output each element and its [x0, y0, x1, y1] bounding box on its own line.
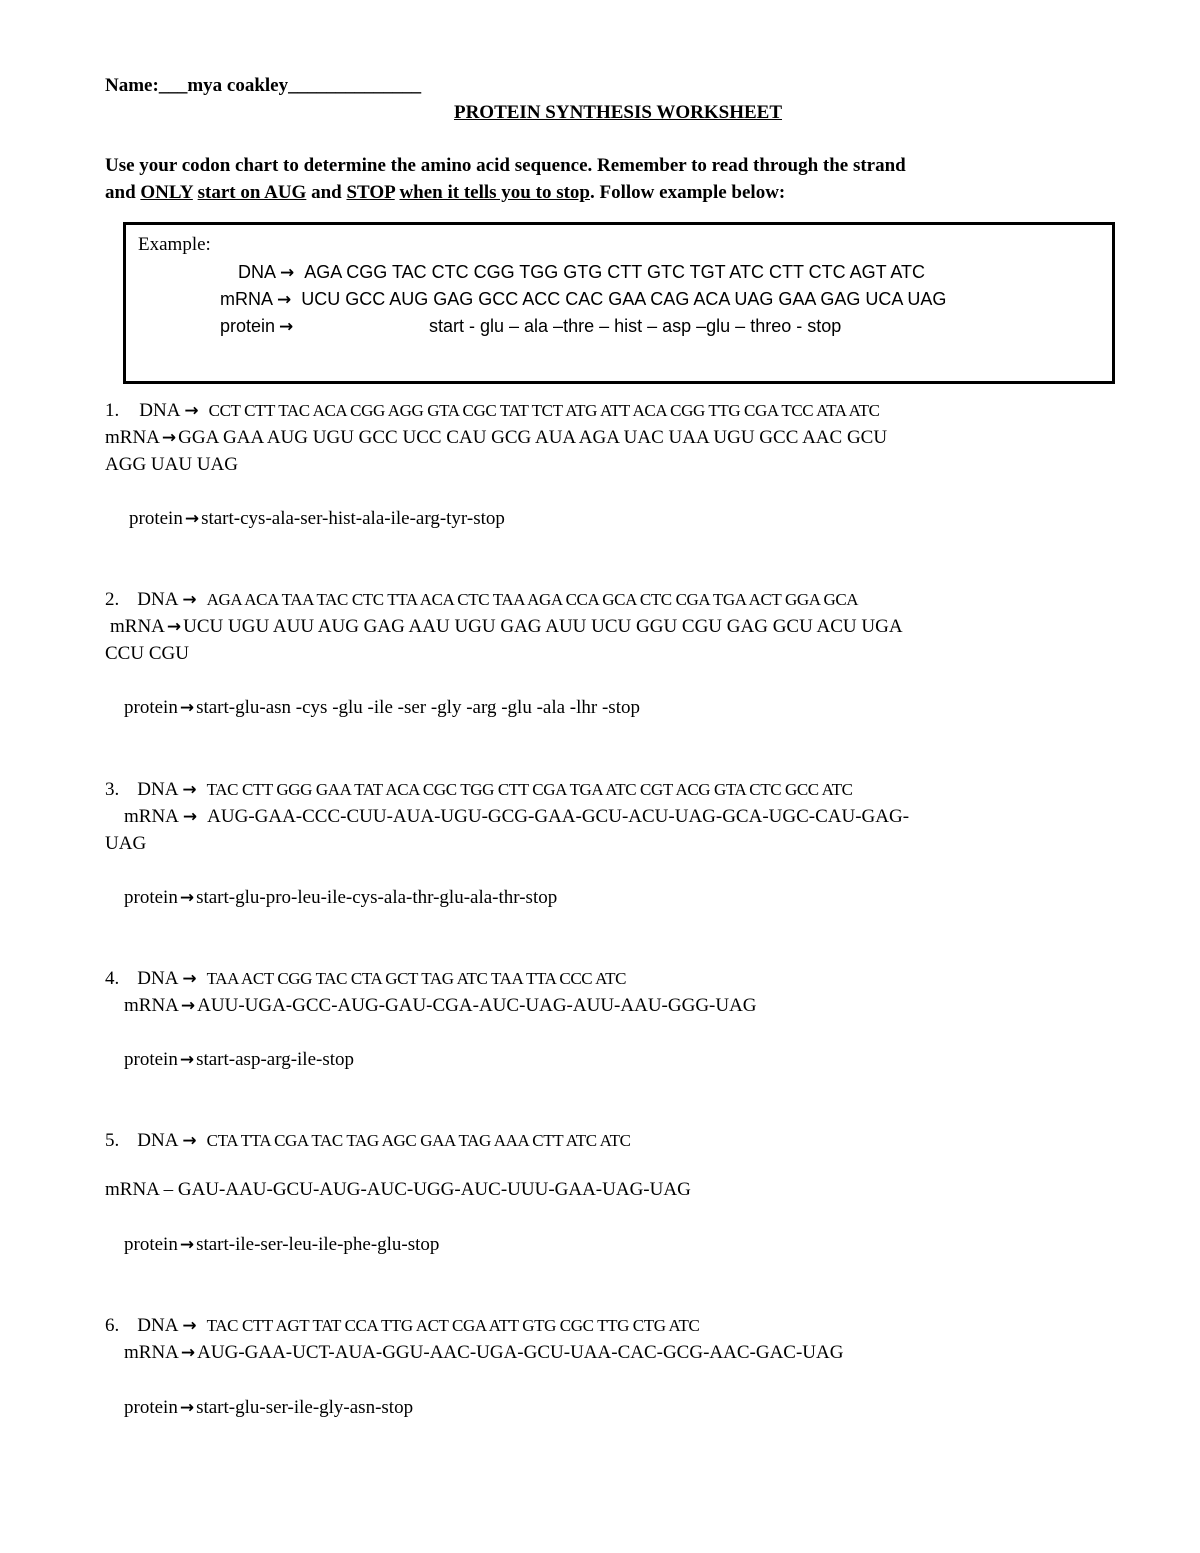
right-arrow-icon: →	[280, 263, 295, 283]
dna-sequence: CTA TTA CGA TAC TAG AGC GAA TAG AAA CTT ATC ATC	[206, 1131, 631, 1150]
page-title: PROTEIN SYNTHESIS WORKSHEET	[453, 102, 783, 123]
instr-and: and	[105, 182, 141, 203]
dna-label: DNA	[137, 589, 179, 610]
name-value: ___mya coakley______________	[158, 75, 422, 96]
protein-label: protein	[124, 1397, 178, 1418]
instructions-line-1: Use your codon chart to determine the amino acid sequence. Remember to read through the strand	[105, 155, 906, 176]
instr-tail: . Follow example below:	[590, 182, 786, 203]
example-protein-row	[220, 316, 297, 337]
protein-label: protein	[124, 1049, 178, 1070]
dna-label: DNA	[137, 779, 179, 800]
right-arrow-icon: →	[277, 290, 292, 310]
right-arrow-icon: →	[184, 401, 199, 421]
right-arrow-icon: →	[279, 317, 294, 337]
dna-sequence: AGA ACA TAA TAC CTC TTA ACA CTC TAA AGA CCA GCA CTC CGA TGA ACT GGA GCA	[206, 590, 859, 609]
dna-sequence: TAC CTT GGG GAA TAT ACA CGC TGG CTT CGA TGA ATC CGT ACG GTA CTC GCC ATC	[206, 780, 853, 799]
problem-number: 3.	[105, 779, 120, 800]
problem-6-dna-row	[105, 1315, 699, 1337]
example-dna-row	[238, 262, 925, 283]
protein-label: protein	[124, 887, 178, 908]
problem-1-mrna-line-2: AGG UAU UAG	[105, 454, 238, 475]
right-arrow-icon: →	[182, 1316, 197, 1336]
right-arrow-icon: →	[166, 617, 182, 637]
instr-only: ONLY	[140, 182, 193, 203]
mrna-label: mRNA	[124, 806, 179, 827]
protein-label: protein	[124, 697, 178, 718]
right-arrow-icon: →	[179, 1398, 195, 1418]
right-arrow-icon: →	[182, 780, 197, 800]
mrna-label: mRNA	[124, 1342, 179, 1363]
protein-sequence: start-glu-pro-leu-ile-cys-ala-thr-glu-ala-thr-stop	[196, 887, 558, 908]
right-arrow-icon: →	[182, 807, 198, 827]
problem-1-mrna-row	[105, 427, 887, 449]
problem-3-protein-row	[124, 887, 557, 909]
problem-3-dna-row	[105, 779, 853, 801]
mrna-sequence-line-1: AUG-GAA-UCT-AUA-GGU-AAC-UGA-GCU-UAA-CAC-GCG-AAC-GAC-UAG	[197, 1342, 844, 1363]
instructions-line-2	[105, 182, 785, 204]
right-arrow-icon: →	[179, 698, 195, 718]
right-arrow-icon: →	[161, 428, 177, 448]
problem-6-protein-row	[124, 1397, 413, 1419]
instr-start-on-aug: start on AUG	[197, 182, 307, 203]
dna-label: DNA	[139, 400, 181, 421]
right-arrow-icon: →	[184, 509, 200, 529]
problem-number: 4.	[105, 968, 120, 989]
dna-sequence: CCT CTT TAC ACA CGG AGG GTA CGC TAT TCT ATG ATT ACA CGG TTG CGA TCC ATA ATC	[208, 401, 880, 420]
problem-number: 6.	[105, 1315, 120, 1336]
problem-4-protein-row	[124, 1049, 354, 1071]
instr-stop: STOP	[346, 182, 395, 203]
right-arrow-icon: →	[182, 1131, 197, 1151]
problem-number: 2.	[105, 589, 120, 610]
name-line	[105, 75, 421, 97]
problem-5-dna-row	[105, 1130, 631, 1152]
instr-and-2: and	[306, 182, 347, 203]
protein-sequence: start-cys-ala-ser-hist-ala-ile-arg-tyr-stop	[201, 508, 505, 529]
mrna-label: mRNA	[124, 995, 179, 1016]
example-dna-label: DNA	[238, 262, 277, 282]
problem-number: 1.	[105, 400, 120, 421]
mrna-sequence-line-1: AUG-GAA-CCC-CUU-AUA-UGU-GCG-GAA-GCU-ACU-UAG-GCA-UGC-CAU-GAG-	[207, 806, 910, 827]
mrna-sequence-line-1: GAU-AAU-GCU-AUG-AUC-UGG-AUC-UUU-GAA-UAG-UAG	[177, 1179, 691, 1200]
dna-sequence: TAC CTT AGT TAT CCA TTG ACT CGA ATT GTG CGC TTG CTG ATC	[206, 1316, 700, 1335]
problem-1-dna-row	[105, 400, 880, 422]
example-mrna-label: mRNA	[220, 289, 273, 309]
mrna-sequence-line-1: GGA GAA AUG UGU GCC UCC CAU GCG AUA AGA UAC UAA UGU GCC AAC GCU	[178, 427, 888, 448]
example-protein-label: protein	[220, 316, 276, 336]
problem-2-mrna-line-2: CCU CGU	[105, 643, 189, 664]
protein-sequence: start-glu-ser-ile-gly-asn-stop	[196, 1397, 414, 1418]
problem-3-mrna-row	[124, 806, 909, 828]
dna-label: DNA	[137, 1315, 179, 1336]
problem-4-mrna-row	[124, 995, 757, 1017]
protein-label: protein	[129, 508, 183, 529]
example-protein: start - glu – ala –thre – hist – asp –glu – threo - stop	[429, 316, 842, 336]
protein-sequence: start-asp-arg-ile-stop	[196, 1049, 355, 1070]
problem-1-protein-row	[129, 508, 505, 530]
problem-number: 5.	[105, 1130, 120, 1151]
problem-2-dna-row	[105, 589, 858, 611]
right-arrow-icon: →	[180, 996, 196, 1016]
problem-4-dna-row	[105, 968, 626, 990]
instr-when: when it tells you to stop	[399, 182, 590, 203]
protein-sequence: start-glu-asn -cys -glu -ile -ser -gly -arg -glu -ala -lhr -stop	[196, 697, 640, 718]
problem-3-mrna-line-2: UAG	[105, 833, 147, 854]
protein-label: protein	[124, 1234, 178, 1255]
example-mrna-row	[220, 289, 946, 310]
problem-2-mrna-row	[110, 616, 903, 638]
right-arrow-icon: →	[182, 969, 197, 989]
dna-label: DNA	[137, 968, 179, 989]
right-arrow-icon: →	[179, 1235, 195, 1255]
protein-sequence: start-ile-ser-leu-ile-phe-glu-stop	[196, 1234, 440, 1255]
example-label: Example:	[138, 234, 211, 255]
example-mrna: UCU GCC AUG GAG GCC ACC CAC GAA CAG ACA UAG GAA GAG UCA UAG	[301, 289, 947, 309]
right-arrow-icon: →	[179, 888, 195, 908]
name-label: Name:	[105, 75, 159, 96]
mrna-sequence-line-1: UCU UGU AUU AUG GAG AAU UGU GAG AUU UCU GGU CGU GAG GCU ACU UGA	[183, 616, 903, 637]
mrna-label: mRNA –	[105, 1179, 174, 1200]
problem-5-protein-row	[124, 1234, 439, 1256]
right-arrow-icon: →	[179, 1050, 195, 1070]
dna-label: DNA	[137, 1130, 179, 1151]
right-arrow-icon: →	[182, 590, 197, 610]
mrna-label: mRNA	[110, 616, 165, 637]
problem-6-mrna-row	[124, 1342, 843, 1364]
right-arrow-icon: →	[180, 1343, 196, 1363]
problem-5-mrna-row	[105, 1179, 691, 1201]
example-dna: AGA CGG TAC CTC CGG TGG GTG CTT GTC TGT ATC CTT CTC AGT ATC	[304, 262, 925, 282]
dna-sequence: TAA ACT CGG TAC CTA GCT TAG ATC TAA TTA CCC ATC	[206, 969, 627, 988]
mrna-sequence-line-1: AUU-UGA-GCC-AUG-GAU-CGA-AUC-UAG-AUU-AAU-GGG-UAG	[197, 995, 757, 1016]
problem-2-protein-row	[124, 697, 640, 719]
mrna-label: mRNA	[105, 427, 160, 448]
